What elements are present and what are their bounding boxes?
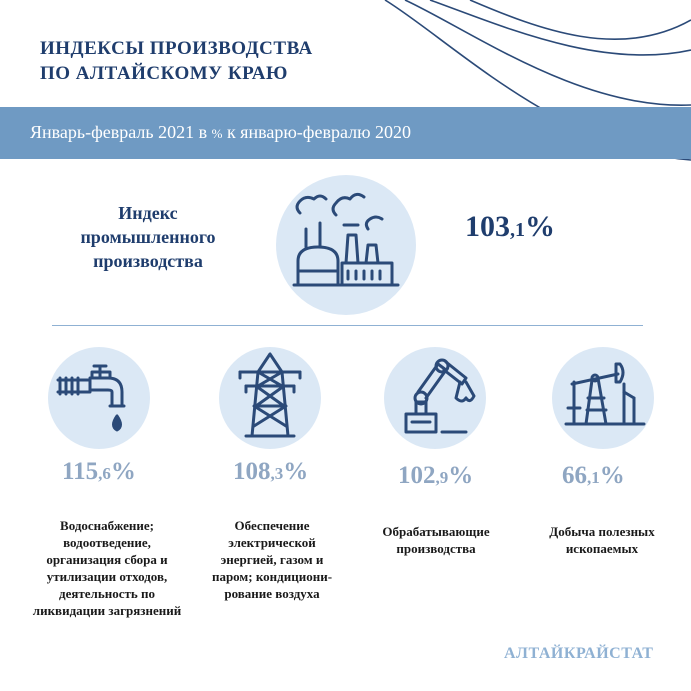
sector-2-value-int: 108 (233, 458, 271, 485)
sector-2-value (233, 458, 308, 486)
power-tower-icon (232, 350, 308, 440)
title-line-2: ПО АЛТАЙСКОМУ КРАЮ (40, 63, 288, 84)
oil-pump-icon (562, 358, 648, 432)
robot-arm-icon (396, 352, 484, 438)
sector-3-label: Обрабатывающие производства (382, 524, 490, 556)
sector-2-value-frac: ,3 (270, 464, 284, 483)
sector-4-value-frac: ,1 (587, 468, 600, 487)
footer-brand: АЛТАЙКРАЙСТАТ (504, 645, 654, 662)
sector-2-label: Обеспечение электрической энергией, газом и паром; кондициони-рование воздуха (211, 518, 333, 601)
sector-1-value-frac: ,6 (98, 464, 111, 483)
sector-1-value-int: 115 (62, 458, 99, 485)
sector-1-value (62, 458, 136, 486)
sector-3-value (398, 462, 473, 490)
section-divider (52, 325, 643, 326)
period-text-part2: к январю-февралю 2020 (222, 122, 412, 142)
sector-4-value (562, 462, 625, 490)
sector-2-value-pct: % (283, 458, 309, 485)
sector-4-value-pct: % (599, 462, 625, 489)
factory-icon (290, 185, 402, 293)
sector-4-label: Добыча полезных ископаемых (549, 524, 655, 556)
sector-3-value-frac: ,9 (435, 468, 449, 487)
sector-4-value-int: 66 (562, 462, 587, 489)
main-value-int: 103 (465, 210, 510, 243)
period-percent-sign: % (211, 126, 223, 141)
sector-1-label: Водоснабжение; водоотведение, организация сбора и утилизации отходов, деятельность по ликвидации загрязнений (32, 518, 182, 618)
page-title (40, 36, 313, 86)
sector-3-value-int: 102 (398, 462, 436, 489)
main-index-value (465, 210, 555, 244)
main-value-frac: ,1 (510, 219, 525, 241)
main-value-pct: % (525, 210, 555, 243)
period-text (30, 122, 411, 143)
title-line-1: ИНДЕКСЫ ПРОИЗВОДСТВА (40, 38, 313, 59)
main-index-label: Индекс промышленного производства (80, 203, 216, 271)
sector-3-value-pct: % (448, 462, 474, 489)
sector-1-value-pct: % (110, 458, 136, 485)
water-tap-icon (56, 358, 146, 438)
period-text-part1: Январь-февраль 2021 в (30, 122, 212, 142)
